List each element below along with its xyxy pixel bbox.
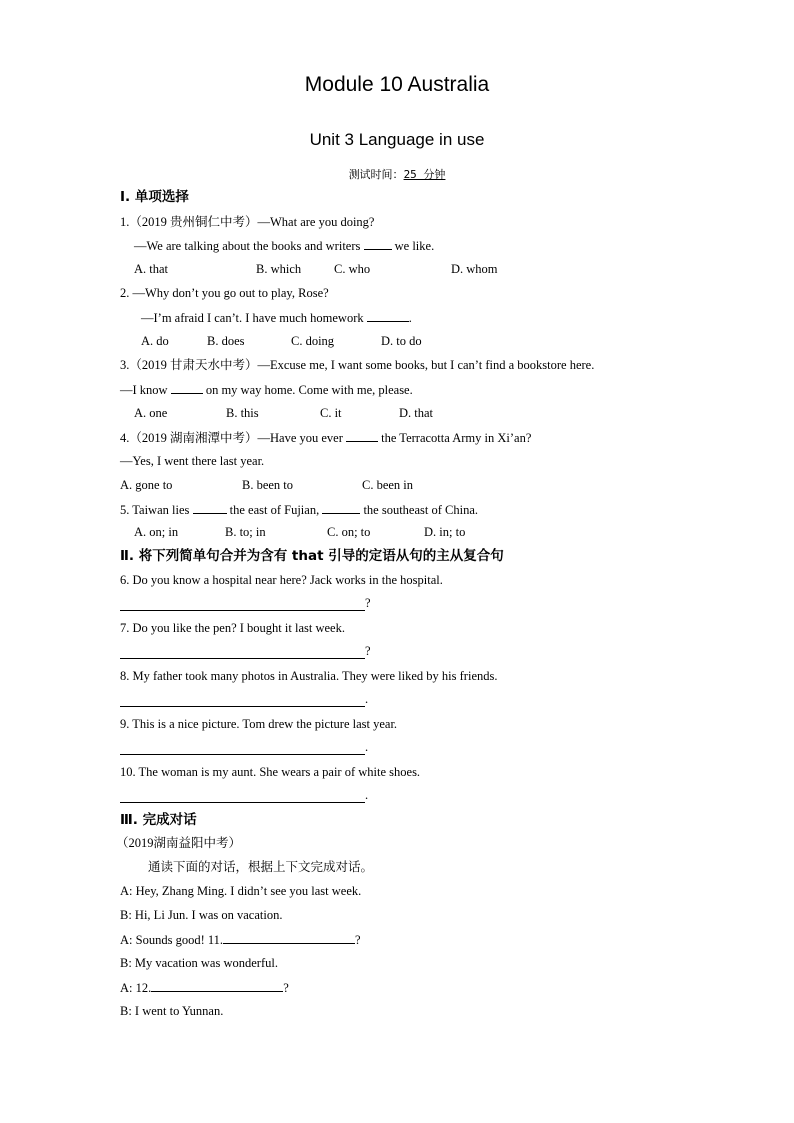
dialogue-line-2: B: Hi, Li Jun. I was on vacation.	[120, 908, 283, 922]
answer-blank[interactable]	[346, 429, 378, 442]
q7-text: 7. Do you like the pen? I bought it last week.	[120, 621, 345, 635]
q2-option-d[interactable]: D. to do	[381, 334, 422, 348]
answer-blank-12[interactable]	[151, 979, 283, 992]
time-label: 测试时间：	[348, 168, 404, 181]
q9-end-mark: .	[365, 740, 369, 754]
q3-line2: —I know on my way home. Come with me, please.	[120, 383, 413, 397]
section-2-heading: Ⅱ. 将下列简单句合并为含有 that 引导的定语从句的主从复合句	[120, 548, 504, 564]
section-3-instruction: 通读下面的对话，根据上下文完成对话。	[148, 860, 374, 874]
q6-text: 6. Do you know a hospital near here? Jack works in the hospital.	[120, 573, 443, 587]
q4-line2: —Yes, I went there last year.	[120, 454, 265, 468]
answer-blank[interactable]	[367, 309, 409, 322]
dialogue-line-6: B: I went to Yunnan.	[120, 1004, 224, 1018]
q2-option-c[interactable]: C. doing	[291, 334, 335, 348]
q2-stem: 2. —Why don’t you go out to play, Rose?	[120, 286, 329, 300]
dialogue-line-3: A: Sounds good! 11. ?	[120, 933, 361, 947]
answer-blank[interactable]	[364, 237, 392, 250]
q2-option-b[interactable]: B. does	[207, 334, 245, 348]
q3-option-a[interactable]: A. one	[134, 406, 168, 420]
q4-stem: 4.（2019 湖南湘潭中考）—Have you ever the Terracotta Army in Xi’an?	[120, 431, 532, 445]
module-title: Module 10 Australia	[304, 73, 490, 96]
q9-text: 9. This is a nice picture. Tom drew the picture last year.	[120, 717, 398, 731]
q6-end-mark: ?	[365, 596, 371, 610]
q3-stem: 3.（2019 甘肃天水中考）—Excuse me, I want some books, but I can’t find a bookstore here.	[120, 358, 595, 372]
q6-answer-line[interactable]	[120, 609, 365, 611]
q4-option-a[interactable]: A. gone to	[120, 478, 173, 492]
dialogue-line-5: A: 12. ?	[120, 981, 289, 995]
q3-option-d[interactable]: D. that	[399, 406, 434, 420]
dialogue-line-1: A: Hey, Zhang Ming. I didn’t see you last week.	[120, 884, 362, 898]
q1-option-d[interactable]: D. whom	[451, 262, 498, 276]
answer-blank[interactable]	[171, 381, 203, 394]
answer-blank-11[interactable]	[223, 931, 355, 944]
q1-line2: —We are talking about the books and writers we like.	[134, 239, 435, 253]
answer-blank[interactable]	[193, 501, 227, 514]
unit-title: Unit 3 Language in use	[309, 130, 485, 149]
q1-option-b[interactable]: B. which	[256, 262, 302, 276]
q4-option-b[interactable]: B. been to	[242, 478, 294, 492]
test-time	[0, 166, 794, 182]
q8-text: 8. My father took many photos in Australia. They were liked by his friends.	[120, 669, 498, 683]
dialogue-line-4: B: My vacation was wonderful.	[120, 956, 278, 970]
section-3-source: （2019湖南益阳中考）	[116, 836, 242, 850]
section-1-heading: Ⅰ. 单项选择	[120, 189, 189, 205]
q5-option-b[interactable]: B. to; in	[225, 525, 266, 539]
q8-end-mark: .	[365, 692, 369, 706]
q5-stem: 5. Taiwan lies the east of Fujian, the southeast of China.	[120, 503, 479, 517]
q2-option-a[interactable]: A. do	[141, 334, 169, 348]
q5-option-c[interactable]: C. on; to	[327, 525, 371, 539]
section-3-heading: Ⅲ. 完成对话	[120, 812, 197, 828]
q10-text: 10. The woman is my aunt. She wears a pair of white shoes.	[120, 765, 421, 779]
q3-option-b[interactable]: B. this	[226, 406, 259, 420]
q3-option-c[interactable]: C. it	[320, 406, 342, 420]
q2-line2: —I’m afraid I can’t. I have much homework .	[141, 311, 412, 325]
q1-option-c[interactable]: C. who	[334, 262, 371, 276]
q5-option-a[interactable]: A. on; in	[134, 525, 179, 539]
q7-answer-line[interactable]	[120, 657, 365, 659]
q1-stem: 1.（2019 贵州铜仁中考）—What are you doing?	[120, 215, 375, 229]
q9-answer-line[interactable]	[120, 753, 365, 755]
q7-end-mark: ?	[365, 644, 371, 658]
q10-answer-line[interactable]	[120, 801, 365, 803]
q1-option-a[interactable]: A. that	[134, 262, 169, 276]
q5-option-d[interactable]: D. in; to	[424, 525, 466, 539]
time-value: 25 分钟	[403, 168, 446, 181]
q4-option-c[interactable]: C. been in	[362, 478, 414, 492]
answer-blank[interactable]	[322, 501, 360, 514]
q8-answer-line[interactable]	[120, 705, 365, 707]
q10-end-mark: .	[365, 788, 369, 802]
